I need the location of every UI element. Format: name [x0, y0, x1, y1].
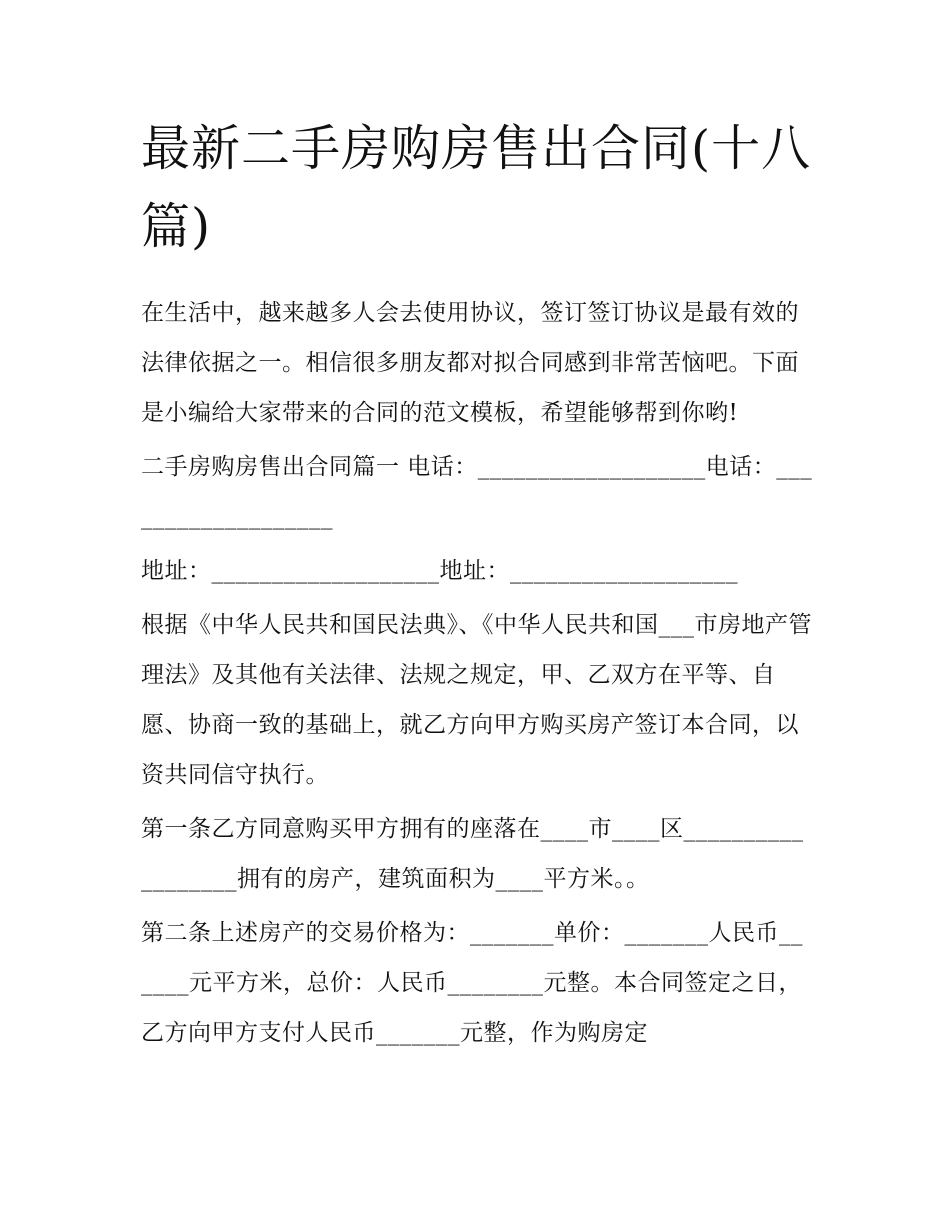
document-body: [141, 110, 813, 1058]
basis-paragraph: 根据《中华人民共和国民法典》、《中华人民共和国___市房地产管理法》及其他有关法律、法规之规定，甲、乙双方在平等、自愿、协商一致的基础上，就乙方向甲方购买房产签订本合同，以资共同信守执行。: [141, 612, 812, 788]
phone-line: 二手房购房售出合同篇一 电话：___________________电话：___________________: [141, 454, 813, 530]
intro-paragraph: 在生活中，越来越多人会去使用协议，签订签订协议是最有效的法律依据之一。相信很多朋友都对拟合同感到非常苦恼吧。下面是小编给大家带来的合同的范文模板，希望能够帮到你哟!: [141, 300, 799, 426]
address-line: 地址：___________________地址：___________________: [141, 558, 738, 584]
document-title: 最新二手房购房售出合同(十八篇): [141, 120, 812, 255]
article-2-paragraph: 第二条上述房产的交易价格为：_______单价：_______人民币______元平方米，总价：人民币________元整。本合同签定之日，乙方向甲方支付人民币_______元整，作为购房定: [141, 920, 803, 1046]
article-1-paragraph: 第一条乙方同意购买甲方拥有的座落在____市____区__________________拥有的房产，建筑面积为____平方米。。: [141, 816, 804, 892]
